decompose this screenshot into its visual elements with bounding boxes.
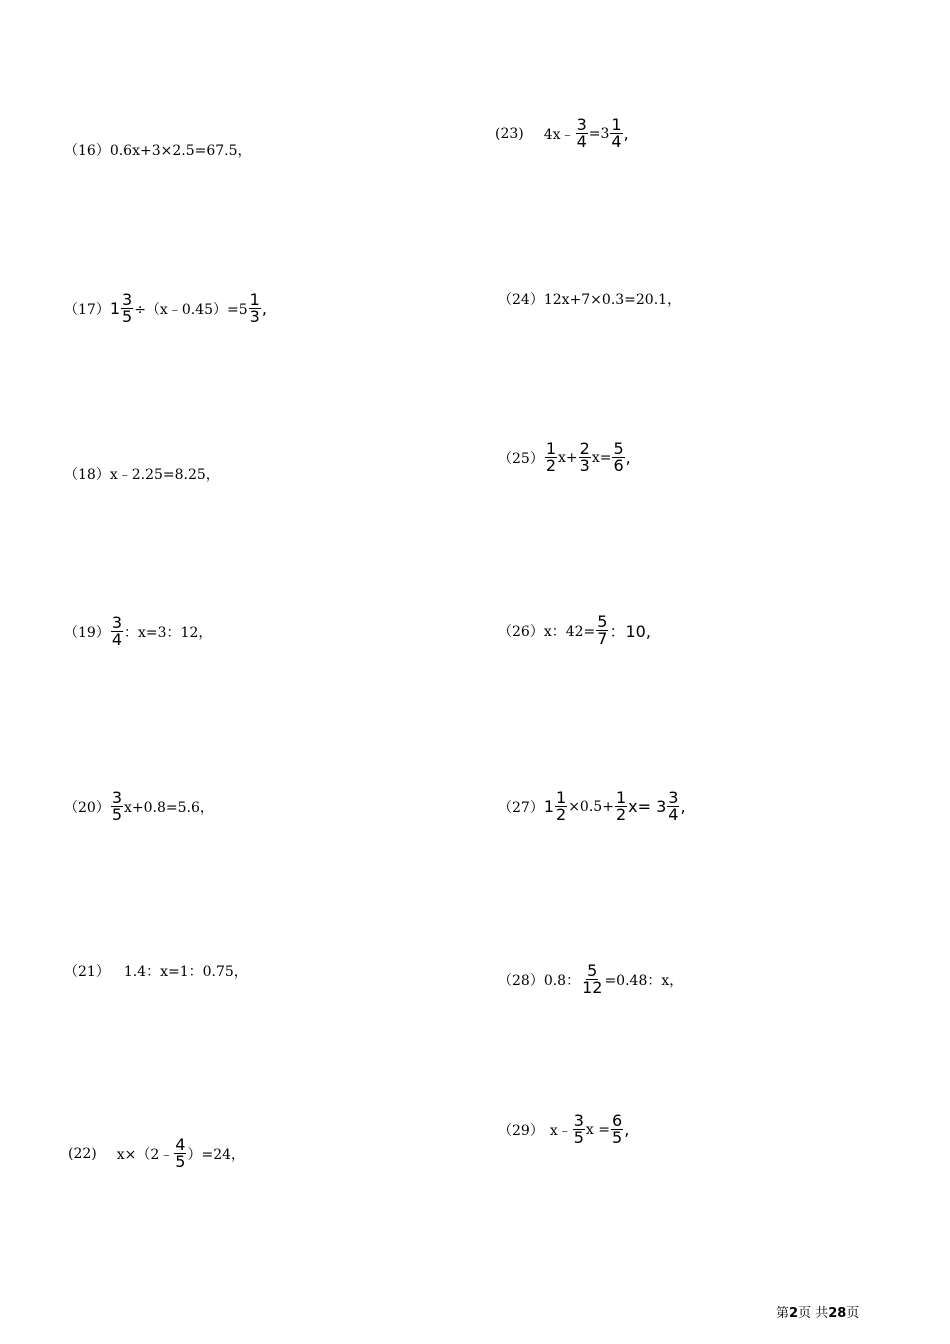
denominator: 2: [545, 456, 557, 475]
numerator: 3: [668, 788, 679, 807]
problem-label: （25）: [498, 450, 544, 467]
problem-label: （24）: [498, 292, 544, 308]
equation-text: x﹣2.25=8.25，: [109, 467, 220, 483]
denominator: 5: [122, 307, 133, 326]
numerator: 3: [122, 290, 133, 309]
equation-text: ×0.5+: [568, 798, 614, 815]
fraction: [121, 292, 133, 325]
numerator: 3: [576, 115, 587, 134]
equation-text: =3: [588, 125, 610, 142]
equation-text: ,: [261, 299, 267, 318]
denominator: 5: [111, 805, 123, 824]
problem-label: （21）: [64, 964, 110, 980]
equation-text: 0.8：: [543, 972, 581, 989]
equation-text: x=: [591, 449, 612, 466]
equation-text: x：42=: [543, 623, 596, 640]
equation-text: 0.6x+3×2.5=67.5，: [109, 143, 252, 159]
equation-text: 12x+7×0.3=20.1，: [543, 292, 682, 308]
footer-text: 页: [846, 1306, 860, 1321]
problem-26: [498, 614, 651, 647]
equation-text: x×（2﹣: [116, 1146, 174, 1163]
denominator: 4: [111, 630, 123, 649]
problem-19: [64, 615, 212, 648]
problem-label: （19）: [64, 624, 110, 641]
denominator: 5: [175, 1152, 186, 1171]
denominator: 12: [582, 978, 603, 997]
denominator: 3: [249, 307, 260, 326]
equation-text: =0.48：x，: [604, 972, 684, 989]
page-footer: [776, 1302, 859, 1321]
numerator: 1: [615, 788, 627, 807]
problem-label: （28）: [498, 972, 544, 989]
numerator: 5: [597, 612, 608, 631]
equation-text: ：x=3：12，: [124, 624, 213, 641]
numerator: 1: [249, 290, 260, 309]
fraction: [111, 790, 123, 823]
fraction: [111, 615, 123, 648]
page-number: 2: [789, 1306, 799, 1321]
fraction: [579, 441, 591, 474]
numerator: 5: [613, 439, 624, 458]
equation-text: x+0.8=5.6，: [124, 799, 214, 816]
fraction: [615, 790, 627, 823]
problem-18: [64, 464, 220, 484]
denominator: 4: [668, 805, 679, 824]
equation-text: 4x﹣: [543, 126, 575, 143]
equation-text: 1: [109, 299, 121, 318]
equation-text: 1.4：x=1：0.75，: [123, 964, 248, 980]
problem-label: （29）: [498, 1122, 544, 1139]
equation-text: ,: [625, 448, 631, 467]
problem-label: (23): [495, 125, 524, 142]
numerator: 2: [579, 439, 590, 458]
numerator: 4: [175, 1135, 186, 1154]
problem-20: [64, 790, 214, 823]
numerator: 3: [111, 613, 123, 632]
problem-28: [498, 963, 683, 996]
equation-text: ,: [680, 797, 686, 816]
fraction: [667, 790, 679, 823]
fraction: [174, 1137, 186, 1170]
denominator: 4: [611, 132, 622, 151]
numerator: 5: [587, 961, 598, 980]
equation-text: x+: [558, 449, 578, 466]
problem-label: （27）: [498, 799, 544, 816]
equation-text: 1: [543, 797, 555, 816]
problem-label: （16）: [64, 143, 110, 159]
denominator: 2: [556, 805, 567, 824]
problem-17: [64, 292, 267, 325]
fraction: [576, 117, 588, 150]
fraction: [596, 614, 608, 647]
numerator: 1: [545, 439, 557, 458]
equation-text: ：10,: [609, 622, 651, 641]
fraction: [249, 292, 261, 325]
footer-text: 第: [776, 1306, 790, 1321]
equation-text: x= 3: [628, 797, 667, 816]
fraction: [581, 963, 603, 996]
problem-label: （17）: [64, 301, 110, 318]
total-pages: 28: [828, 1306, 847, 1321]
denominator: 2: [615, 805, 627, 824]
problem-label: （18）: [64, 467, 110, 483]
fraction: [610, 117, 622, 150]
footer-text: 页 共: [798, 1306, 829, 1321]
problem-27: [498, 790, 686, 823]
problem-23: [495, 117, 629, 150]
equation-text: x﹣: [549, 1122, 572, 1139]
denominator: 4: [576, 132, 587, 151]
problem-label: (22): [68, 1145, 97, 1162]
equation-text: ÷（x﹣0.45）=5: [134, 301, 248, 318]
equation-text: ）=24，: [187, 1146, 246, 1163]
denominator: 3: [579, 456, 590, 475]
denominator: 5: [573, 1128, 584, 1147]
problem-label: （20）: [64, 799, 110, 816]
fraction: [545, 441, 557, 474]
fraction: [555, 790, 567, 823]
numerator: 6: [612, 1111, 623, 1130]
problem-29: [498, 1113, 629, 1146]
numerator: 3: [573, 1111, 584, 1130]
fraction: [611, 1113, 623, 1146]
problem-25: [498, 441, 631, 474]
problem-24: [498, 289, 681, 309]
fraction: [612, 441, 624, 474]
fraction: [573, 1113, 585, 1146]
equation-text: ,: [624, 1120, 630, 1139]
equation-text: x =: [585, 1121, 610, 1138]
problem-label: （26）: [498, 623, 544, 640]
denominator: 6: [613, 456, 624, 475]
problem-16: [64, 140, 252, 160]
numerator: 1: [611, 115, 622, 134]
equation-text: ,: [623, 124, 629, 143]
denominator: 7: [597, 629, 608, 648]
denominator: 5: [612, 1128, 623, 1147]
numerator: 3: [111, 788, 123, 807]
numerator: 1: [556, 788, 567, 807]
problem-22: [68, 1137, 245, 1170]
problem-21: [64, 961, 248, 981]
